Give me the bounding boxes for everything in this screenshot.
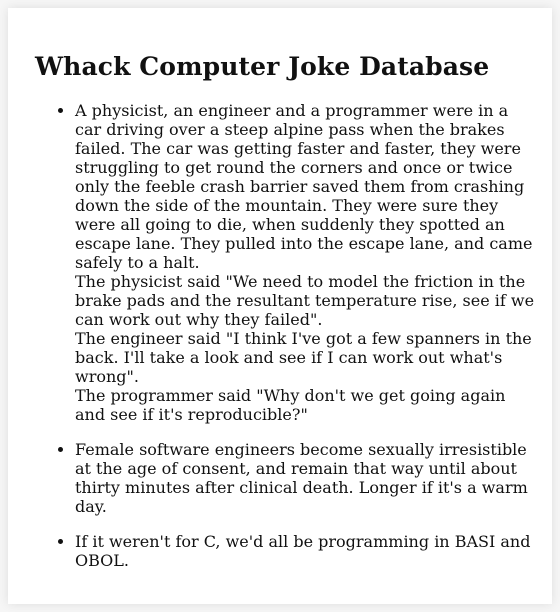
joke-paragraph: The physicist said "We need to model the friction in the brake pads and the resultant temperature rise, see if we can work out why they failed". bbox=[75, 272, 535, 329]
joke-paragraph: • A physicist, an engineer and a programmer were in a car driving over a steep alpine pass when the brakes failed. The car was getting faster and faster, they were struggling to get round the corners and once or twice only the feeble crash barrier saved them from crashing down the side of the mountain. They were sure they were all going to die, when suddenly they spotted an escape lane. They pulled into the escape lane, and came safely to a halt. bbox=[75, 101, 533, 272]
joke-item bbox=[75, 101, 535, 424]
joke-list bbox=[35, 101, 535, 570]
page bbox=[8, 8, 552, 604]
content bbox=[35, 52, 535, 586]
joke-paragraph: • Female software engineers become sexually irresistible at the age of consent, and remain that way until about thirty minutes after clinical death. Longer if it's a warm day. bbox=[75, 440, 528, 516]
page-title: Whack Computer Joke Database bbox=[35, 52, 490, 81]
joke-paragraph: • If it weren't for C, we'd all be programming in BASI and OBOL. bbox=[75, 532, 531, 570]
joke-paragraph: The engineer said "I think I've got a few spanners in the back. I'll take a look and see if I can work out what's wrong". bbox=[75, 329, 532, 386]
joke-paragraph: The programmer said "Why don't we get going again and see if it's reproducible?" bbox=[75, 386, 506, 424]
joke-item bbox=[75, 532, 535, 570]
joke-item bbox=[75, 440, 535, 516]
